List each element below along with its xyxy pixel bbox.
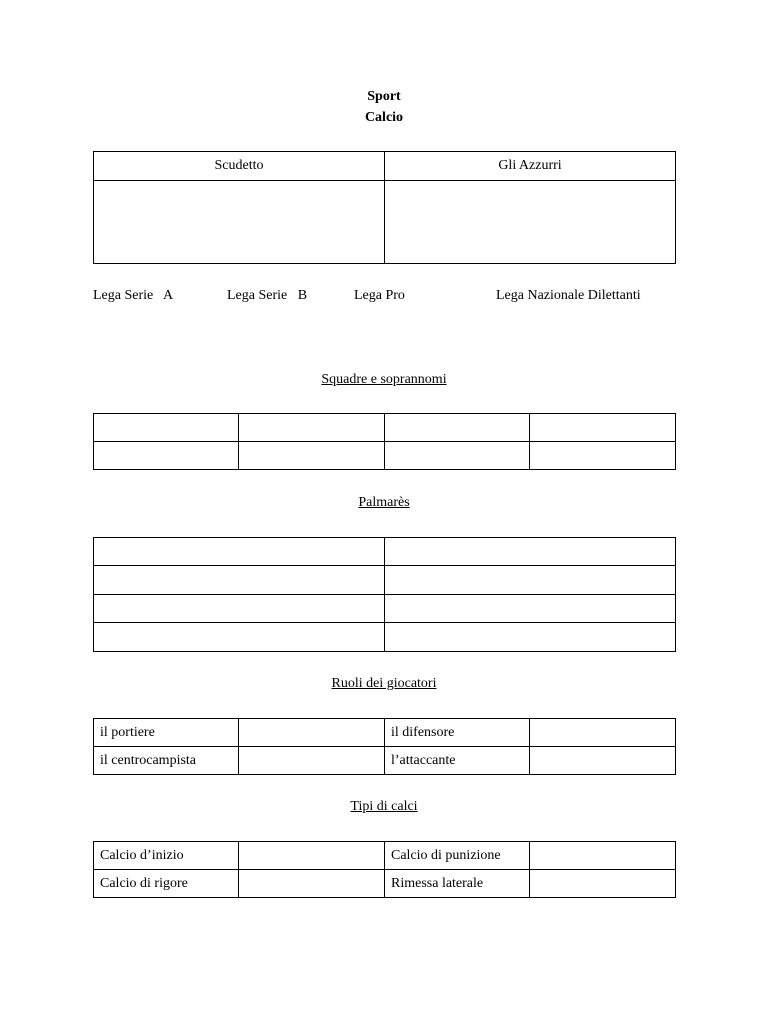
table-cell[interactable] — [385, 442, 530, 470]
league-serie-b: Lega Serie B — [227, 288, 308, 303]
squadre-table — [93, 413, 676, 470]
table-cell[interactable] — [385, 566, 676, 595]
league-serie-a: Lega Serie A — [93, 288, 174, 303]
table-row — [94, 870, 676, 898]
table-cell[interactable] — [385, 414, 530, 442]
role-portiere: il portiere — [94, 719, 239, 747]
table-cell[interactable] — [94, 566, 385, 595]
table-cell[interactable] — [239, 842, 385, 870]
ruoli-table — [93, 718, 676, 775]
role-attaccante: l’attaccante — [385, 747, 530, 775]
table-cell[interactable] — [385, 623, 676, 652]
table-row — [94, 842, 676, 870]
table-row — [94, 747, 676, 775]
calci-table — [93, 841, 676, 898]
kick-calcio-rigore: Calcio di rigore — [94, 870, 239, 898]
table-cell[interactable] — [239, 870, 385, 898]
kick-rimessa-laterale: Rimessa laterale — [385, 870, 530, 898]
section-heading-ruoli: Ruoli dei giocatori — [331, 676, 437, 691]
table-row — [94, 595, 676, 623]
document-subtitle: Calcio — [364, 110, 404, 125]
table-cell[interactable] — [239, 414, 385, 442]
table-cell[interactable] — [94, 538, 385, 566]
table-cell[interactable] — [530, 719, 676, 747]
role-difensore: il difensore — [385, 719, 530, 747]
document-title: Sport — [367, 89, 401, 104]
table-cell[interactable] — [530, 747, 676, 775]
table-row — [94, 719, 676, 747]
table-row — [94, 442, 676, 470]
table-header-row — [94, 152, 676, 181]
table-cell[interactable] — [530, 442, 676, 470]
table-cell[interactable] — [94, 414, 239, 442]
table-cell[interactable] — [239, 747, 385, 775]
table-row — [94, 538, 676, 566]
table-cell[interactable] — [239, 442, 385, 470]
header-cell-gli-azzurri: Gli Azzurri — [385, 152, 676, 181]
header-cell-scudetto: Scudetto — [94, 152, 385, 181]
table-cell[interactable] — [239, 719, 385, 747]
table-cell[interactable] — [385, 181, 676, 264]
kick-calcio-punizione: Calcio di punizione — [385, 842, 530, 870]
table-cell[interactable] — [94, 181, 385, 264]
section-heading-palmares: Palmarès — [358, 495, 410, 510]
section-heading-squadre: Squadre e soprannomi — [321, 372, 447, 387]
table-cell[interactable] — [530, 870, 676, 898]
table-cell[interactable] — [94, 623, 385, 652]
league-nazionale-dilettanti: Lega Nazionale Dilettanti — [496, 288, 641, 303]
role-centrocampista: il centrocampista — [94, 747, 239, 775]
table-row — [94, 566, 676, 595]
table-cell[interactable] — [385, 595, 676, 623]
table-cell[interactable] — [385, 538, 676, 566]
scudetto-azzurri-table — [93, 151, 676, 264]
table-row — [94, 623, 676, 652]
kick-calcio-inizio: Calcio d’inizio — [94, 842, 239, 870]
league-pro: Lega Pro — [354, 288, 405, 303]
table-cell[interactable] — [530, 414, 676, 442]
table-cell[interactable] — [94, 442, 239, 470]
leagues-line — [0, 287, 768, 305]
palmares-table — [93, 537, 676, 652]
table-row — [94, 181, 676, 264]
table-row — [94, 414, 676, 442]
table-cell[interactable] — [530, 842, 676, 870]
table-cell[interactable] — [94, 595, 385, 623]
section-heading-calci: Tipi di calci — [350, 799, 418, 814]
